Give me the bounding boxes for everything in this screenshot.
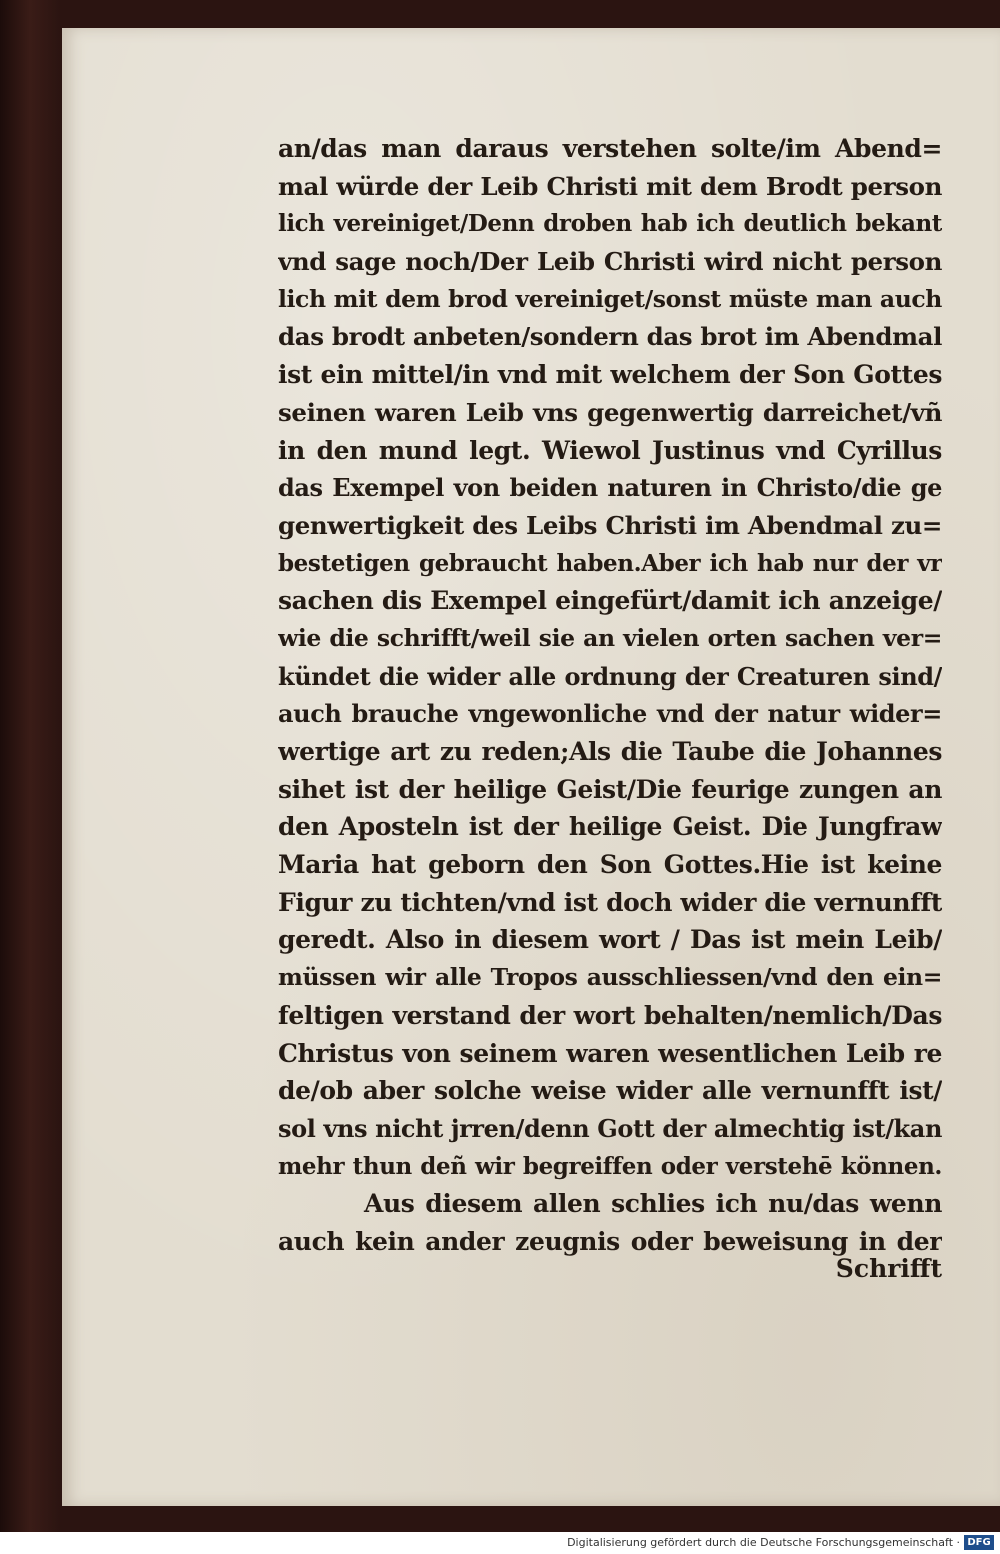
text-line: sachen dis Exempel eingefürt/damit ich anzeige/ — [278, 586, 942, 616]
dfg-logo-icon: DFG — [964, 1535, 994, 1550]
text-line: in den mund legt. Wiewol Justinus vnd Cyrillus — [278, 435, 942, 465]
text-line: mehr thun deñ wir begreiffen oder verstehē können. — [278, 1152, 942, 1180]
catchword: Schrifft — [835, 1254, 942, 1283]
text-line: seinen waren Leib vns gegenwertig darreichet/vñ — [278, 397, 942, 427]
text-line: bestetigen gebraucht haben.Aber ich hab nur der vr — [278, 549, 942, 577]
funding-credit: Digitalisierung gefördert durch die Deutsche Forschungsgemeinschaft · — [567, 1536, 960, 1549]
text-line: den Aposteln ist der heilige Geist. Die Jungfraw — [278, 812, 942, 842]
text-line: Christus von seinem waren wesentlichen Leib re — [278, 1038, 942, 1068]
text-line: das Exempel von beiden naturen in Christo/die ge — [278, 473, 942, 503]
text-line-paragraph-start: Aus diesem allen schlies ich nu/das wenn — [364, 1189, 942, 1219]
text-line: das brodt anbeten/sondern das brot im Abendmal — [278, 322, 942, 352]
text-line: sihet ist der heilige Geist/Die feurige zungen an — [278, 774, 942, 804]
text-line: geredt. Also in diesem wort / Das ist mein Leib/ — [278, 925, 942, 955]
text-line: lich mit dem brod vereiniget/sonst müste man auch — [278, 284, 942, 313]
text-line: genwertigkeit des Leibs Christi im Abendmal zu= — [278, 510, 942, 540]
text-line: müssen wir alle Tropos ausschliessen/vnd den ein= — [278, 963, 942, 992]
text-line: auch kein ander zeugnis oder beweisung in der — [278, 1226, 942, 1256]
page-text — [278, 130, 942, 1261]
text-line: Maria hat geborn den Son Gottes.Hie ist keine — [278, 850, 942, 880]
text-line: auch brauche vngewonliche vnd der natur wider= — [278, 699, 942, 729]
text-line: feltigen verstand der wort behalten/nemlich/Das — [278, 1000, 942, 1030]
text-line: wie die schrifft/weil sie an vielen orten sachen ver= — [278, 623, 942, 652]
text-line: sol vns nicht jrren/denn Gott der almechtig ist/kan — [278, 1113, 942, 1143]
text-line: lich vereiniget/Denn droben hab ich deutlich bekant — [278, 210, 942, 238]
text-line: wertige art zu reden;Als die Taube die Johannes — [278, 737, 942, 766]
text-line: Figur zu tichten/vnd ist doch wider die vernunfft — [278, 887, 942, 917]
footer-bar — [0, 1532, 1000, 1554]
text-line: an/das man daraus verstehen solte/im Abend= — [278, 134, 942, 163]
text-line: de/ob aber solche weise wider alle vernunfft ist/ — [278, 1076, 942, 1106]
text-line: vnd sage noch/Der Leib Christi wird nicht person — [278, 247, 942, 277]
text-line: mal würde der Leib Christi mit dem Brodt person — [278, 171, 942, 201]
text-line: kündet die wider alle ordnung der Creaturen sind/ — [278, 661, 942, 691]
text-line: ist ein mittel/in vnd mit welchem der Son Gottes — [278, 360, 942, 390]
